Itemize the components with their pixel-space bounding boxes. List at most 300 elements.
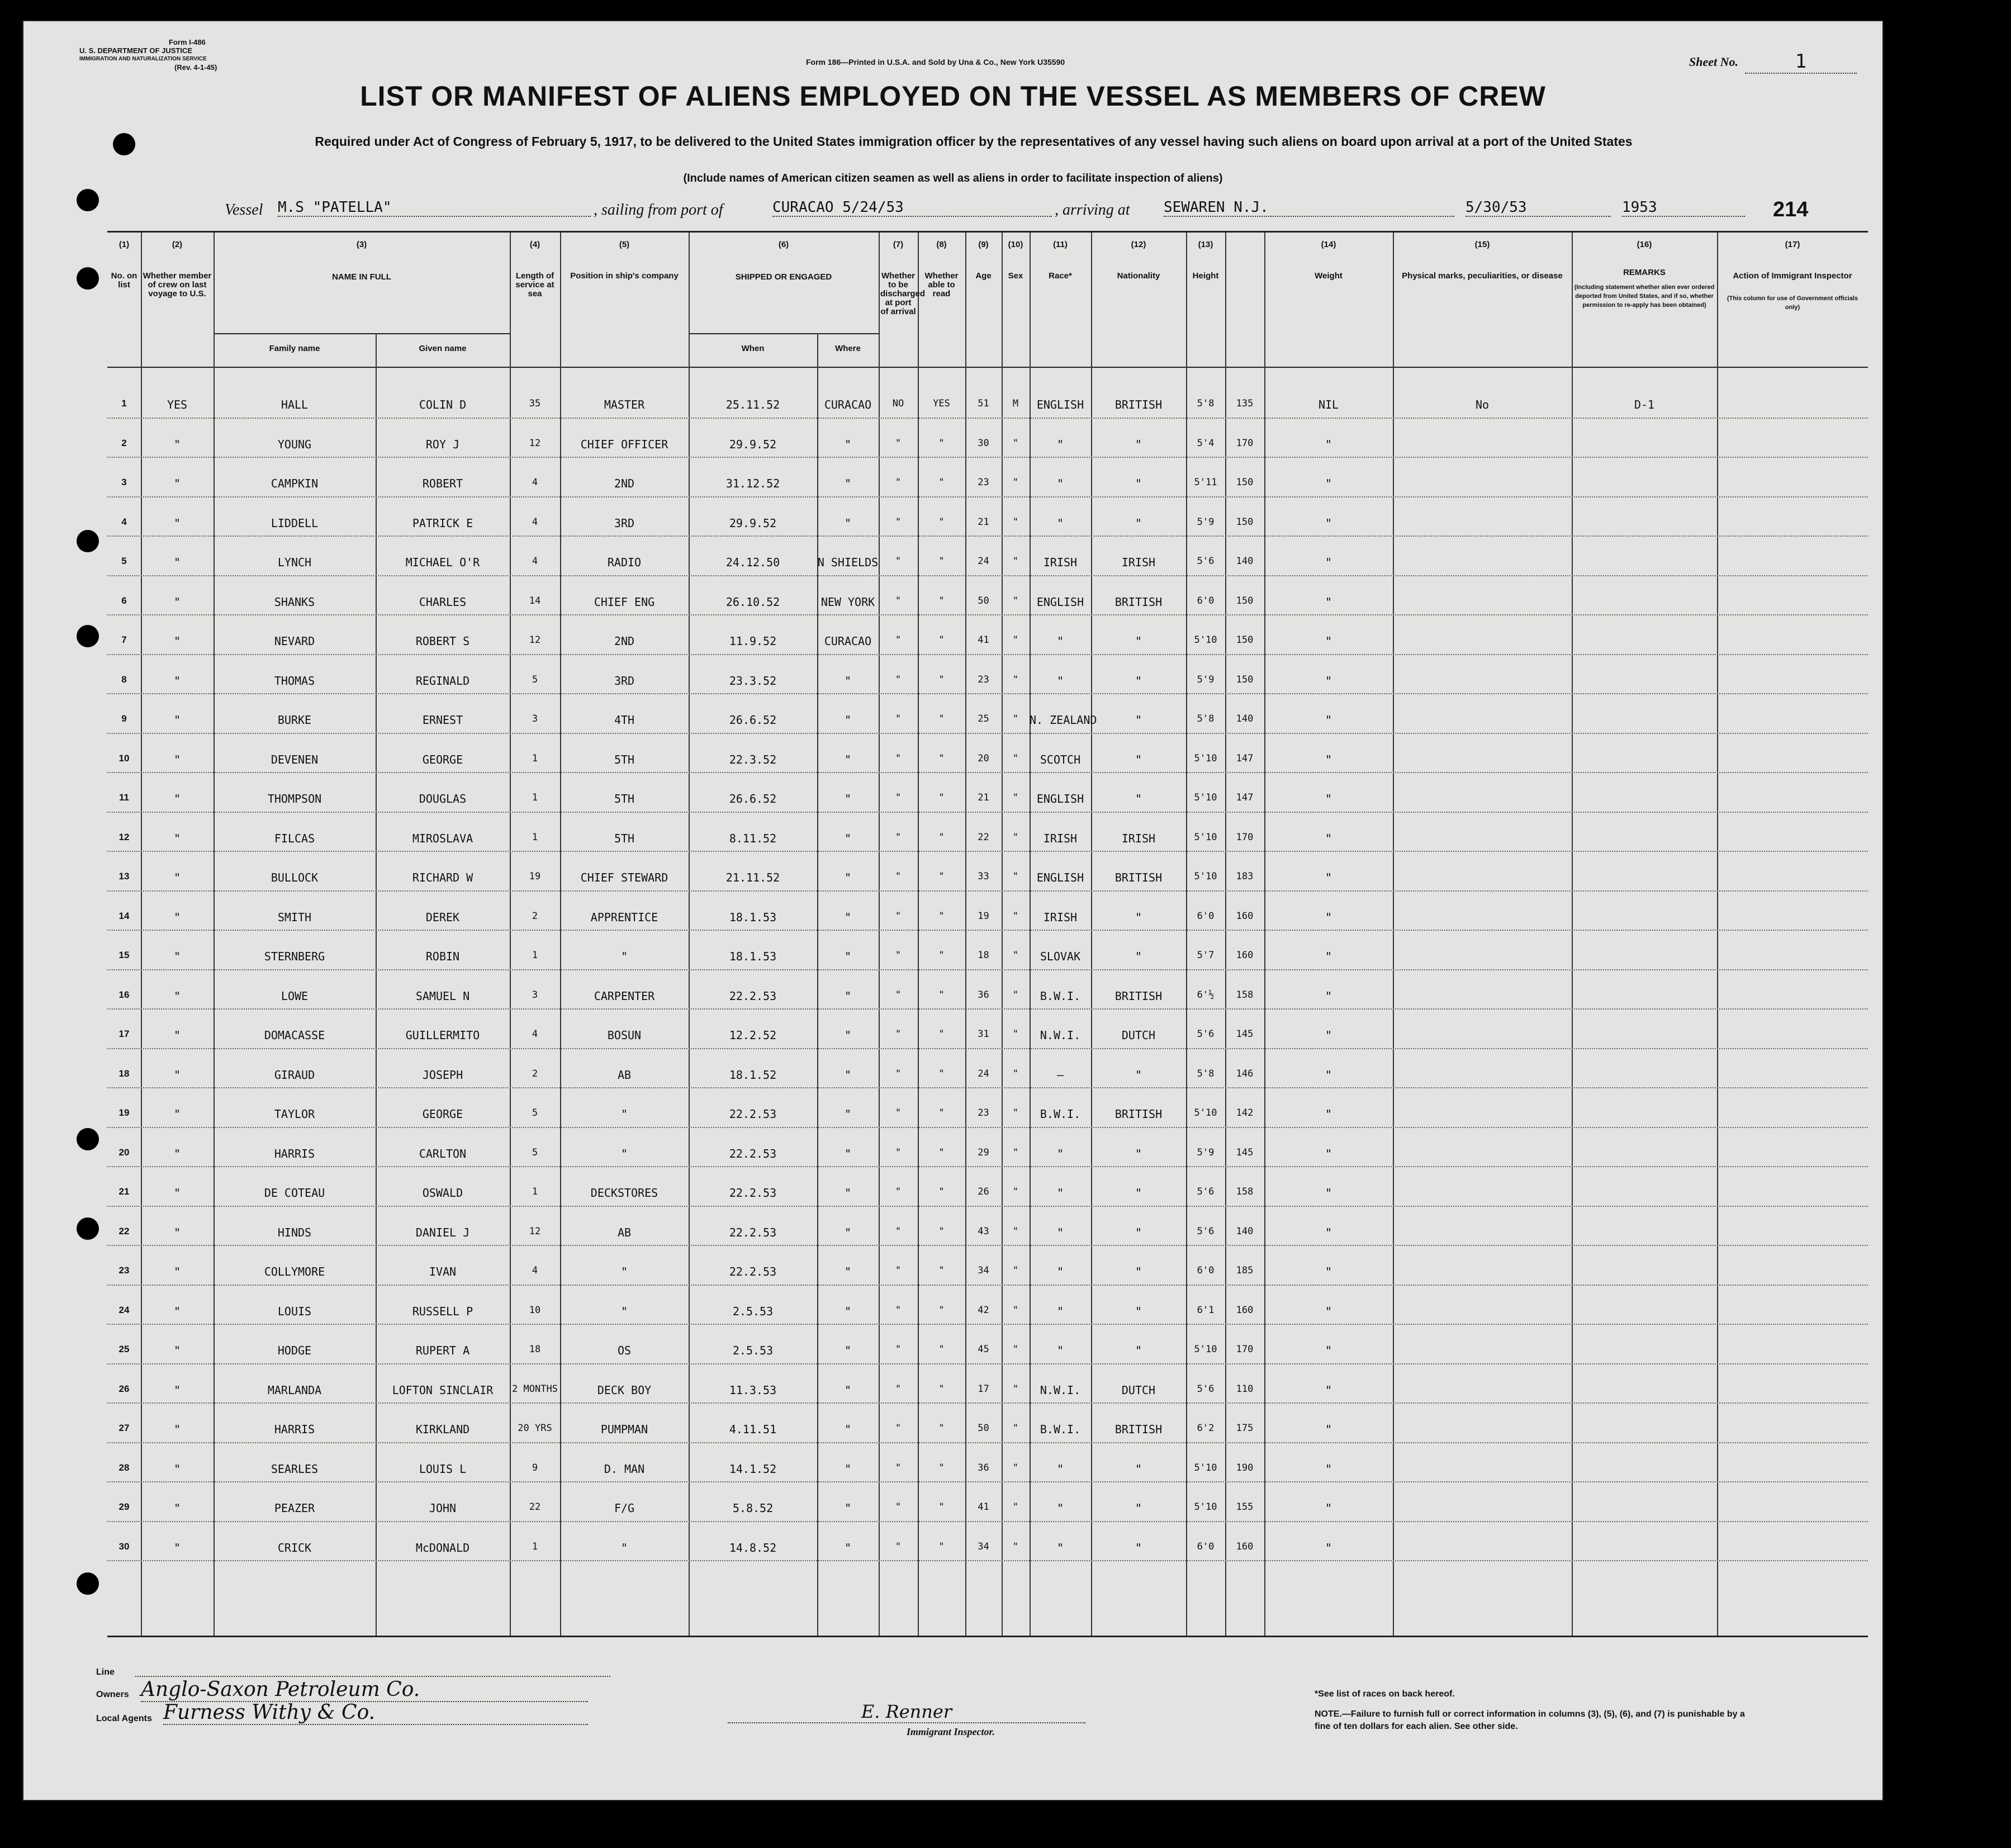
cell-height: 5'10: [1194, 792, 1217, 803]
subheader-when: When: [741, 344, 765, 353]
cell-service-length: 2: [532, 1068, 538, 1079]
cell-sex: ": [1012, 1541, 1019, 1552]
form-id-block: [79, 38, 314, 72]
cell-able-to-read: ": [938, 556, 945, 567]
cell-weight: 160: [1236, 910, 1254, 922]
cell-race: N. ZEALAND: [1030, 713, 1097, 727]
cell-height: 6'0: [1197, 1541, 1215, 1552]
cell-position: ": [620, 1146, 628, 1160]
line-label: Line: [96, 1667, 115, 1677]
cell-able-to-read: ": [938, 1107, 945, 1119]
cell-sex: ": [1012, 1501, 1019, 1513]
cell-weight: 140: [1236, 713, 1254, 724]
cell-given-name: IVAN: [429, 1265, 457, 1278]
cell-sex: ": [1012, 1462, 1019, 1473]
column-header-no-on-list: No. on list: [111, 271, 137, 290]
cell-family-name: GIRAUD: [274, 1068, 315, 1082]
cell-height: 5'10: [1194, 1501, 1217, 1513]
table-row: [107, 660, 1868, 699]
table-row: [107, 1487, 1868, 1527]
column-header-nationality: Nationality: [1117, 271, 1160, 281]
cell-race: IRISH: [1043, 556, 1078, 569]
cell-given-name: GUILLERMITO: [405, 1029, 480, 1042]
cell-row-number: 7: [121, 634, 127, 645]
cell-sex: ": [1012, 674, 1019, 685]
cell-discharge: ": [895, 674, 902, 685]
cell-given-name: COLIN D: [419, 398, 467, 411]
cell-sex: ": [1012, 634, 1019, 646]
cell-weight: 175: [1236, 1423, 1254, 1434]
cell-race: ": [1056, 1146, 1064, 1160]
table-row: [107, 1133, 1868, 1172]
column-header-length-of-service-at-sea: Length of service at sea: [515, 271, 554, 298]
owners-label: Owners: [96, 1690, 129, 1699]
cell-race: ": [1056, 1265, 1064, 1278]
cell-shipped-when: 2.5.53: [732, 1304, 774, 1318]
cell-physical-marks: ": [1325, 595, 1332, 609]
cell-able-to-read: ": [938, 871, 945, 882]
subheader-divider: [689, 333, 879, 334]
cell-nationality: ": [1135, 674, 1142, 688]
owners-value: Anglo-Saxon Petroleum Co.: [141, 1678, 588, 1702]
cell-discharge: ": [895, 1225, 902, 1237]
table-row: [107, 1408, 1868, 1448]
cell-shipped-when: 14.1.52: [729, 1462, 777, 1476]
cell-physical-marks: ": [1325, 1186, 1332, 1200]
cell-weight: 170: [1236, 437, 1254, 449]
cell-physical-marks: ": [1325, 1107, 1332, 1121]
cell-age: 36: [978, 989, 989, 1001]
cell-nationality: BRITISH: [1114, 989, 1163, 1003]
cell-position: ": [620, 1304, 628, 1318]
cell-position: 3RD: [614, 516, 635, 530]
cell-race: ": [1056, 1344, 1064, 1357]
cell-service-length: 12: [529, 437, 541, 449]
cell-sex: ": [1012, 1107, 1019, 1119]
cell-family-name: SMITH: [277, 910, 312, 924]
cell-age: 18: [978, 950, 989, 961]
cell-prev-voyage: ": [173, 634, 181, 648]
cell-race: ": [1056, 1225, 1064, 1239]
cell-able-to-read: ": [938, 1383, 945, 1395]
cell-able-to-read: ": [938, 713, 945, 724]
table-row: [107, 423, 1868, 463]
cell-row-number: 22: [118, 1225, 130, 1236]
page-subtitle: Required under Act of Congress of February 5, 1917, to be delivered to the United States immigration officer by the representatives of any vessel having such aliens on board upon arrival at a port of the United States: [315, 134, 1633, 149]
cell-service-length: 4: [532, 1265, 538, 1276]
form-number: Form I-486: [169, 38, 206, 46]
cell-discharge: ": [895, 477, 902, 488]
cell-able-to-read: ": [938, 595, 945, 606]
column-number: (4): [529, 240, 540, 249]
cell-sex: M: [1012, 398, 1019, 409]
cell-height: 5'10: [1194, 1462, 1217, 1473]
cell-shipped-when: 14.8.52: [729, 1541, 777, 1555]
cell-age: 24: [978, 1068, 989, 1079]
cell-age: 23: [978, 674, 989, 685]
cell-physical-marks: ": [1325, 516, 1332, 530]
cell-family-name: NEVARD: [274, 634, 315, 648]
cell-given-name: RUSSELL P: [412, 1304, 473, 1318]
cell-nationality: ": [1135, 437, 1142, 451]
cell-physical-marks: ": [1325, 1225, 1332, 1239]
cell-nationality: BRITISH: [1114, 1107, 1163, 1121]
cell-position: ": [620, 1265, 628, 1278]
cell-height: 5'10: [1194, 752, 1217, 764]
cell-discharge: ": [895, 634, 902, 646]
table-row: [107, 778, 1868, 817]
cell-sex: ": [1012, 713, 1019, 724]
cell-given-name: CHARLES: [419, 595, 467, 609]
cell-discharge: ": [895, 1107, 902, 1119]
column-header-name-in-full: NAME IN FULL: [332, 272, 391, 282]
cell-shipped-when: 22.2.53: [729, 1265, 777, 1278]
table-row: [107, 1527, 1868, 1566]
cell-shipped-where: ": [844, 1107, 852, 1121]
cell-position: APPRENTICE: [590, 910, 658, 924]
cell-sex: ": [1012, 1029, 1019, 1040]
cell-age: 43: [978, 1225, 989, 1237]
cell-physical-marks: ": [1325, 792, 1332, 805]
cell-nationality: BRITISH: [1114, 595, 1163, 609]
cell-shipped-when: 2.5.53: [732, 1344, 774, 1357]
cell-service-length: 4: [532, 1029, 538, 1040]
cell-race: ": [1056, 634, 1064, 648]
subheader-divider: [214, 333, 510, 334]
cell-discharge: ": [895, 595, 902, 606]
cell-height: 5'6: [1197, 556, 1215, 567]
punch-hole: [77, 530, 99, 552]
cell-prev-voyage: ": [173, 1029, 181, 1042]
cell-shipped-when: 22.2.53: [729, 989, 777, 1003]
table-row: [107, 975, 1868, 1015]
cell-age: 50: [978, 1423, 989, 1434]
cell-prev-voyage: ": [173, 674, 181, 688]
column-header-action-of-immigrant-inspector: Action of Immigrant Inspector: [1733, 271, 1852, 281]
cell-discharge: ": [895, 1068, 902, 1079]
cell-age: 20: [978, 752, 989, 764]
cell-race: N.W.I.: [1040, 1383, 1081, 1397]
cell-position: 2ND: [614, 477, 635, 490]
cell-race: ": [1056, 477, 1064, 490]
cell-row-number: 1: [121, 398, 127, 409]
cell-physical-marks: ": [1325, 1423, 1332, 1436]
cell-discharge: ": [895, 516, 902, 528]
cell-race: ENGLISH: [1036, 792, 1084, 805]
cell-shipped-when: 21.11.52: [725, 871, 780, 884]
table-row: [107, 620, 1868, 660]
cell-physical-marks: ": [1325, 1462, 1332, 1476]
cell-shipped-where: CURACAO: [824, 398, 872, 411]
arrival-year: 1953: [1622, 199, 1745, 217]
cell-age: 30: [978, 437, 989, 449]
cell-position: AB: [617, 1225, 632, 1239]
arrival-date: 5/30/53: [1465, 199, 1611, 217]
cell-age: 21: [978, 516, 989, 528]
cell-prev-voyage: ": [173, 1462, 181, 1476]
cell-weight: 150: [1236, 516, 1254, 528]
cell-prev-voyage: ": [173, 595, 181, 609]
cell-shipped-when: 24.12.50: [725, 556, 780, 569]
cell-discharge: ": [895, 1304, 902, 1316]
cell-row-number: 20: [118, 1146, 130, 1158]
cell-nationality: ": [1135, 1501, 1142, 1515]
cell-service-length: 5: [532, 1107, 538, 1119]
cell-discharge: ": [895, 713, 902, 724]
cell-shipped-when: 29.9.52: [729, 437, 777, 451]
cell-shipped-where: ": [844, 1344, 852, 1357]
cell-sex: ": [1012, 950, 1019, 961]
punch-hole: [113, 133, 135, 155]
cell-weight: 150: [1236, 477, 1254, 488]
cell-shipped-where: ": [844, 1501, 852, 1515]
cell-service-length: 2: [532, 910, 538, 922]
cell-nationality: ": [1135, 1186, 1142, 1200]
arrival-port: SEWAREN N.J.: [1164, 199, 1454, 217]
cell-family-name: MARLANDA: [267, 1383, 322, 1397]
cell-age: 51: [978, 398, 989, 409]
cell-shipped-where: ": [844, 1462, 852, 1476]
cell-able-to-read: ": [938, 1304, 945, 1316]
cell-prev-voyage: ": [173, 1383, 181, 1397]
cell-remarks: No: [1475, 398, 1490, 411]
subheader-where: Where: [835, 344, 861, 353]
column-number: (8): [936, 240, 947, 249]
note-line: (Include names of American citizen seamen as well as aliens in order to facilitate inspection of aliens): [683, 172, 1223, 184]
cell-discharge: ": [895, 1423, 902, 1434]
cell-height: 6'0: [1197, 910, 1215, 922]
cell-shipped-when: 26.10.52: [725, 595, 780, 609]
cell-given-name: RICHARD W: [412, 871, 473, 884]
cell-discharge: ": [895, 556, 902, 567]
cell-sex: ": [1012, 1344, 1019, 1355]
cell-height: 5'6: [1197, 1186, 1215, 1197]
cell-race: SLOVAK: [1040, 950, 1081, 963]
cell-shipped-where: ": [844, 674, 852, 688]
cell-row-number: 4: [121, 516, 127, 527]
cell-service-length: 5: [532, 674, 538, 685]
cell-row-number: 18: [118, 1068, 130, 1079]
cell-height: 5'10: [1194, 1344, 1217, 1355]
cell-sex: ": [1012, 831, 1019, 843]
department: U. S. DEPARTMENT OF JUSTICE: [79, 46, 192, 55]
table-row: [107, 581, 1868, 620]
punch-hole: [77, 189, 99, 211]
cell-able-to-read: ": [938, 1265, 945, 1276]
cell-race: ENGLISH: [1036, 871, 1084, 884]
cell-age: 21: [978, 792, 989, 803]
printer-line: Form 186—Printed in U.S.A. and Sold by Una & Co., New York U35590: [806, 58, 1065, 67]
cell-nationality: IRISH: [1121, 831, 1156, 845]
column-header-whether-able-to-read: Whether able to read: [924, 271, 959, 298]
cell-age: 26: [978, 1186, 989, 1197]
cell-height: 5'9: [1197, 674, 1215, 685]
cell-row-number: 3: [121, 477, 127, 487]
cell-position: ": [620, 1541, 628, 1555]
cell-family-name: THOMPSON: [267, 792, 322, 805]
cell-nationality: ": [1135, 516, 1142, 530]
cell-height: 5'9: [1197, 1146, 1215, 1158]
cell-weight: 142: [1236, 1107, 1254, 1119]
cell-shipped-when: 18.1.53: [729, 910, 777, 924]
cell-discharge: ": [895, 1265, 902, 1276]
cell-given-name: ROBIN: [425, 950, 460, 963]
cell-service-length: 4: [532, 556, 538, 567]
cell-able-to-read: ": [938, 477, 945, 488]
punch-hole: [77, 1128, 99, 1150]
table-row: [107, 856, 1868, 896]
cell-sex: ": [1012, 792, 1019, 803]
cell-nationality: ": [1135, 950, 1142, 963]
cell-prev-voyage: ": [173, 831, 181, 845]
cell-sex: ": [1012, 556, 1019, 567]
cell-position: CHIEF OFFICER: [580, 437, 668, 451]
cell-family-name: DEVENEN: [271, 752, 319, 766]
cell-shipped-where: ": [844, 1029, 852, 1042]
cell-shipped-where: ": [844, 1186, 852, 1200]
cell-age: 50: [978, 595, 989, 606]
cell-position: CHIEF STEWARD: [580, 871, 668, 884]
cell-sex: ": [1012, 910, 1019, 922]
cell-prev-voyage: YES: [167, 398, 188, 411]
cell-row-number: 6: [121, 595, 127, 606]
cell-sex: ": [1012, 989, 1019, 1001]
cell-shipped-where: ": [844, 1423, 852, 1436]
cell-nationality: DUTCH: [1121, 1029, 1156, 1042]
cell-row-number: 15: [118, 950, 130, 960]
cell-age: 36: [978, 1462, 989, 1473]
cell-discharge: NO: [892, 398, 904, 409]
cell-race: ": [1056, 1462, 1064, 1476]
table-row: [107, 896, 1868, 936]
cell-weight: 140: [1236, 1225, 1254, 1237]
cell-weight: 155: [1236, 1501, 1254, 1513]
cell-nationality: ": [1135, 477, 1142, 490]
cell-row-number: 9: [121, 713, 127, 724]
cell-given-name: LOUIS L: [419, 1462, 467, 1476]
service: IMMIGRATION AND NATURALIZATION SERVICE: [79, 56, 207, 62]
cell-service-length: 2 MONTHS: [512, 1383, 558, 1395]
cell-row-number: 5: [121, 556, 127, 566]
cell-given-name: MICHAEL O'R: [405, 556, 480, 569]
cell-shipped-when: 11.9.52: [729, 634, 777, 648]
column-header-race: Race*: [1049, 271, 1072, 281]
cell-prev-voyage: ": [173, 1186, 181, 1200]
cell-family-name: HODGE: [277, 1344, 312, 1357]
sheet-label: Sheet No.: [1689, 55, 1738, 69]
cell-physical-marks: ": [1325, 910, 1332, 924]
cell-inspector-action: D-1: [1634, 398, 1655, 411]
cell-row-number: 27: [118, 1423, 130, 1433]
column-number: (9): [978, 240, 989, 249]
cell-row-number: 16: [118, 989, 130, 1000]
cell-height: 5'8: [1197, 398, 1215, 409]
cell-able-to-read: ": [938, 1462, 945, 1473]
revision: (Rev. 4-1-45): [174, 63, 217, 72]
cell-physical-marks: ": [1325, 674, 1332, 688]
cell-family-name: HARRIS: [274, 1423, 315, 1436]
cell-given-name: JOHN: [429, 1501, 457, 1515]
cell-sex: ": [1012, 871, 1019, 882]
cell-weight: 147: [1236, 792, 1254, 803]
cell-shipped-where: ": [844, 713, 852, 727]
cell-shipped-where: ": [844, 1265, 852, 1278]
cell-shipped-where: ": [844, 516, 852, 530]
cell-discharge: ": [895, 831, 902, 843]
cell-family-name: YOUNG: [277, 437, 312, 451]
cell-able-to-read: ": [938, 1501, 945, 1513]
cell-service-length: 1: [532, 752, 538, 764]
cell-shipped-where: CURACAO: [824, 634, 872, 648]
punch-hole: [77, 625, 99, 647]
cell-shipped-where: ": [844, 910, 852, 924]
arriving-label: , arriving at: [1055, 201, 1130, 219]
cell-race: ENGLISH: [1036, 595, 1084, 609]
cell-position: 4TH: [614, 713, 635, 727]
cell-sex: ": [1012, 1146, 1019, 1158]
cell-able-to-read: ": [938, 1029, 945, 1040]
cell-position: CHIEF ENG: [594, 595, 655, 609]
cell-age: 45: [978, 1344, 989, 1355]
cell-race: ": [1056, 1186, 1064, 1200]
cell-weight: 160: [1236, 1541, 1254, 1552]
cell-given-name: RUPERT A: [415, 1344, 470, 1357]
cell-sex: ": [1012, 1068, 1019, 1079]
cell-weight: 158: [1236, 1186, 1254, 1197]
column-header-whether-member-of-crew-on-last: Whether member of crew on last voyage to U.S.: [143, 271, 212, 298]
cell-able-to-read: ": [938, 437, 945, 449]
cell-row-number: 23: [118, 1265, 130, 1276]
table-row: [107, 1172, 1868, 1211]
cell-physical-marks: ": [1325, 1344, 1332, 1357]
cell-family-name: BULLOCK: [271, 871, 319, 884]
table-row: [107, 738, 1868, 778]
cell-nationality: ": [1135, 752, 1142, 766]
cell-weight: 147: [1236, 752, 1254, 764]
cell-weight: 185: [1236, 1265, 1254, 1276]
cell-height: 5'9: [1197, 516, 1215, 528]
subheader-family-name: Family name: [269, 344, 320, 353]
cell-nationality: IRISH: [1121, 556, 1156, 569]
cell-shipped-when: 26.6.52: [729, 713, 777, 727]
cell-prev-voyage: ": [173, 713, 181, 727]
column-number: (13): [1198, 240, 1213, 249]
cell-prev-voyage: ": [173, 1146, 181, 1160]
cell-able-to-read: ": [938, 831, 945, 843]
cell-position: RADIO: [607, 556, 642, 569]
column-header-whether-to-be-discharged-at-po: Whether to be discharged at port of arrival: [880, 271, 926, 316]
cell-shipped-when: 18.1.53: [729, 950, 777, 963]
cell-given-name: ROBERT S: [415, 634, 470, 648]
cell-sex: ": [1012, 1423, 1019, 1434]
cell-discharge: ": [895, 1541, 902, 1552]
vessel-label: Vessel: [225, 201, 263, 219]
cell-able-to-read: ": [938, 752, 945, 764]
column-number: (3): [356, 240, 367, 249]
cell-physical-marks: NIL: [1318, 398, 1339, 411]
cell-shipped-when: 22.2.53: [729, 1146, 777, 1160]
cell-physical-marks: ": [1325, 1501, 1332, 1515]
cell-given-name: ROY J: [425, 437, 460, 451]
cell-race: ": [1056, 1304, 1064, 1318]
cell-position: AB: [617, 1068, 632, 1082]
cell-height: 6'½: [1197, 989, 1215, 1001]
cell-physical-marks: ": [1325, 752, 1332, 766]
cell-family-name: LOWE: [281, 989, 309, 1003]
cell-sex: ": [1012, 1186, 1019, 1197]
cell-service-length: 5: [532, 1146, 538, 1158]
cell-shipped-when: 29.9.52: [729, 516, 777, 530]
